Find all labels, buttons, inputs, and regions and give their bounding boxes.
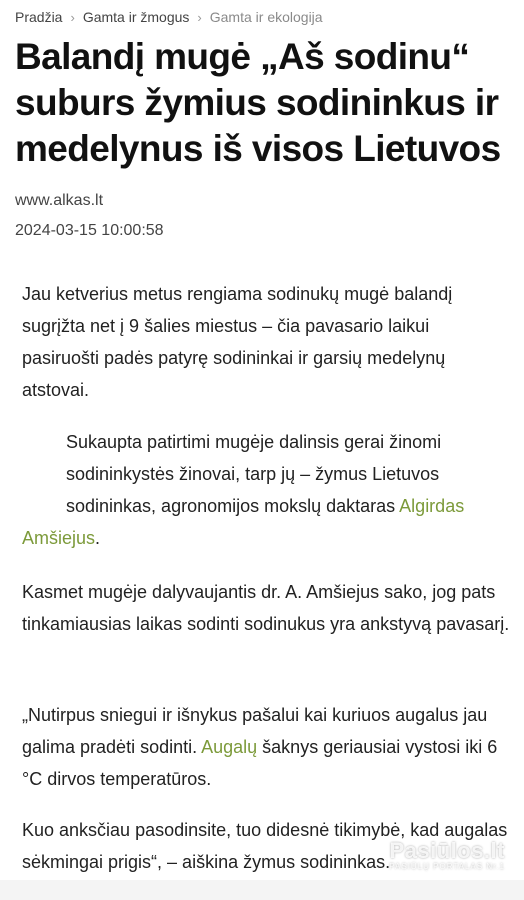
paragraph-2-end: . — [95, 528, 101, 548]
paragraph-2-line-1: Sukaupta patirtimi mugėje dalinsis gerai žinomi — [66, 432, 442, 452]
breadcrumb-item-home[interactable]: Pradžia — [15, 9, 63, 25]
bottom-bar — [0, 880, 524, 900]
chevron-right-icon: › — [70, 9, 75, 25]
breadcrumb-item-current[interactable]: Gamta ir ekologija — [209, 9, 323, 25]
watermark-logo — [360, 838, 505, 880]
article-paragraph-5: Kuo anksčiau pasodinsite, tuo didesnė tikimybė, kad augalas sėkmingai prigis“, – aiškina žymus sodininkas. — [22, 820, 508, 872]
article-paragraph-2 — [22, 426, 512, 554]
article-paragraph-4 — [22, 699, 512, 795]
paragraph-2-line-2: sodininkystės žinovai, tarp jų – žymus Lietuvos — [66, 464, 440, 484]
breadcrumb-item-nature-and-man[interactable]: Gamta ir žmogus — [82, 9, 190, 25]
paragraph-2-line-3: sodininkas, agronomijos mokslų daktaras — [66, 496, 400, 516]
breadcrumb — [15, 9, 323, 25]
paragraph-4-start: „Nutirpus sniegui ir išnykus pašalui kai kuriuos augalus jau galima pradėti sodinti. — [22, 705, 488, 757]
article-date: 2024-03-15 10:00:58 — [15, 222, 164, 239]
article-source: www.alkas.lt — [15, 192, 104, 209]
article-title: Balandį mugė „Aš sodinu“ suburs žymius sodininkus ir medelynus iš visos Lietuvos — [15, 36, 501, 169]
author-link-amsiejus[interactable]: Algirdas Amšiejus — [22, 496, 465, 548]
article-paragraph-3: Kasmet mugėje dalyvaujantis dr. A. Amšiejus sako, jog pats tinkamiausias laikas sodinti sodinukus yra ankstyvą pavasarį. — [22, 582, 510, 634]
paragraph-4-end: šaknys geriausiai vystosi iki 6 °C dirvos temperatūros. — [22, 737, 498, 789]
plants-link[interactable]: Augalų — [201, 737, 258, 757]
chevron-right-icon: › — [197, 9, 202, 25]
article-paragraph-1: Jau ketverius metus rengiama sodinukų mugė balandį sugrįžta net į 9 šalies miestus – čia pavasario laikui pasiruošti padės patyrę sodininkai ir garsių medelynų atstovai. — [22, 284, 453, 400]
watermark-line-2: PASIŪLŲ PORTALAS Nr.1 — [389, 862, 505, 871]
watermark-line-1: Pasiūlos.lt — [389, 838, 505, 863]
